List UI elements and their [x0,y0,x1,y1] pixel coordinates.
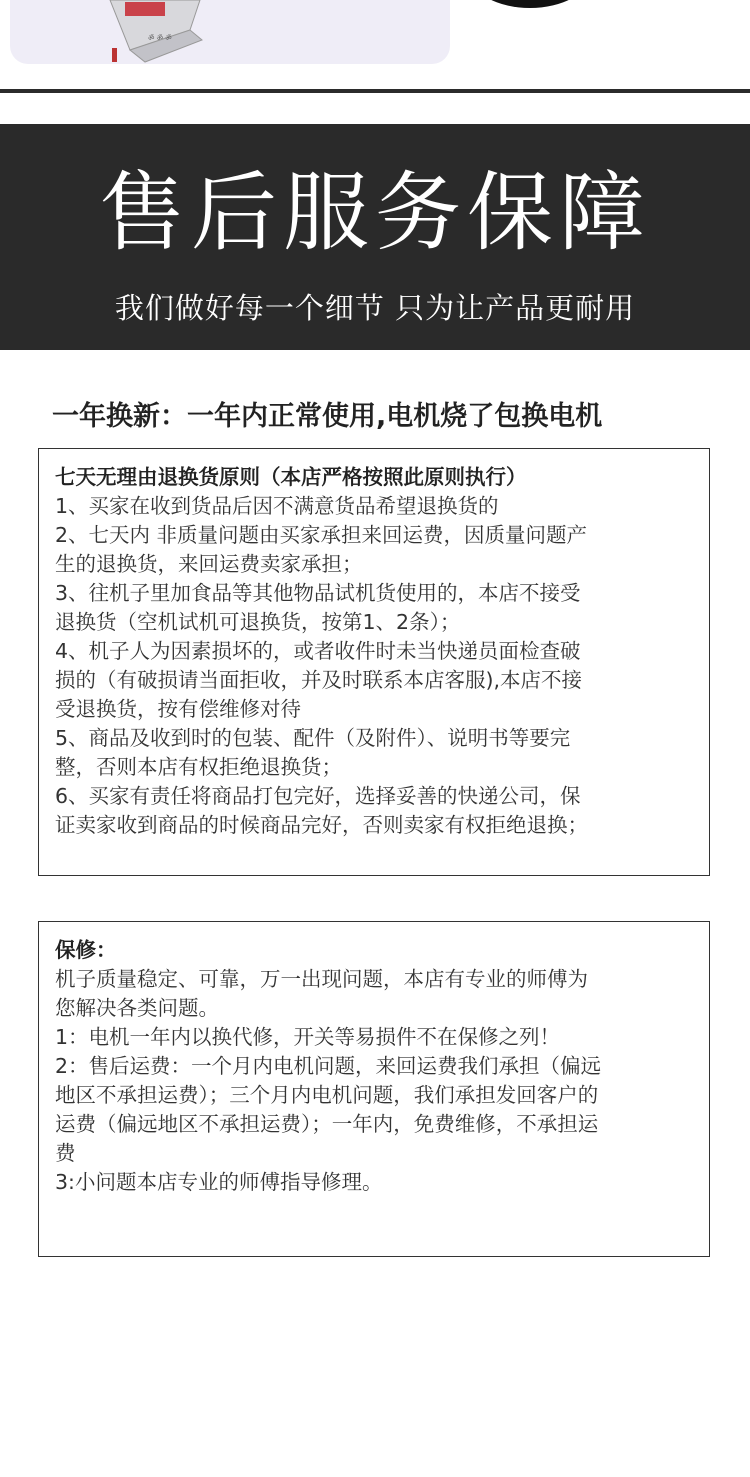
warranty-line: 2：售后运费：一个月内电机问题，来回运费我们承担（偏远 [55,1054,602,1078]
warranty-line: 运费（偏远地区不承担运费）；一年内，免费维修，不承担运 [55,1112,599,1136]
after-sales-banner [0,124,750,350]
policy-line: 3、往机子里加食品等其他物品试机货使用的，本店不接受 [55,581,581,605]
warranty-line: 1：电机一年内以换代修，开关等易损件不在保修之列！ [55,1025,561,1049]
banner-title: 售后服务保障 [99,163,651,263]
policy-line: 4、机子人为因素损坏的，或者收件时未当快递员面检查破 [55,639,581,663]
decorative-dark-arc [470,0,590,8]
warranty-line: 地区不承担运费）；三个月内电机问题，我们承担发回客户的 [55,1083,599,1107]
policy-line: 生的退换货，来回运费卖家承担； [55,552,363,576]
warranty-line: 机子质量稳定、可靠，万一出现问题，本店有专业的师傅为 [55,967,588,991]
policy-line: 退换货（空机试机可退换货，按第1、2条）； [55,610,461,634]
banner-subtitle: 我们做好每一个细节 只为让产品更耐用 [114,291,636,325]
product-image-card [10,0,450,64]
policy-line: 6、买家有责任将商品打包完好，选择妥善的快递公司，保 [55,784,581,808]
warranty-line: 3:小问题本店专业的师傅指导修理。 [55,1170,383,1194]
return-policy-title: 七天无理由退换货原则（本店严格按照此原则执行） [55,465,527,489]
warranty-line: 您解决各类问题。 [55,996,219,1020]
warranty-box [38,921,710,1257]
warranty-title: 保修： [55,938,117,962]
policy-line: 5、商品及收到时的包装、配件（及附件）、说明书等要完 [55,726,571,750]
policy-line: 证卖家收到商品的时候商品完好，否则卖家有权拒绝退换； [55,813,588,837]
product-photo [90,0,220,64]
policy-line: 整，否则本店有权拒绝退换货； [55,755,342,779]
svg-text:ॐ ॐ ॐ: ॐ ॐ ॐ [148,34,172,42]
policy-line: 受退换货，按有偿维修对待 [55,697,301,721]
return-policy-box [38,448,710,876]
policy-line: 2、七天内 非质量问题由买家承担来回运费，因质量问题产 [55,523,588,547]
warranty-line: 费 [55,1141,76,1165]
policy-line: 损的（有破损请当面拒收，并及时联系本店客服),本店不接 [55,668,583,692]
top-image-strip [0,0,750,96]
section-divider [0,89,750,93]
policy-line: 1、买家在收到货品后因不满意货品希望退换货的 [55,494,499,518]
warranty-headline: 一年换新：一年内正常使用,电机烧了包换电机 [52,401,603,432]
